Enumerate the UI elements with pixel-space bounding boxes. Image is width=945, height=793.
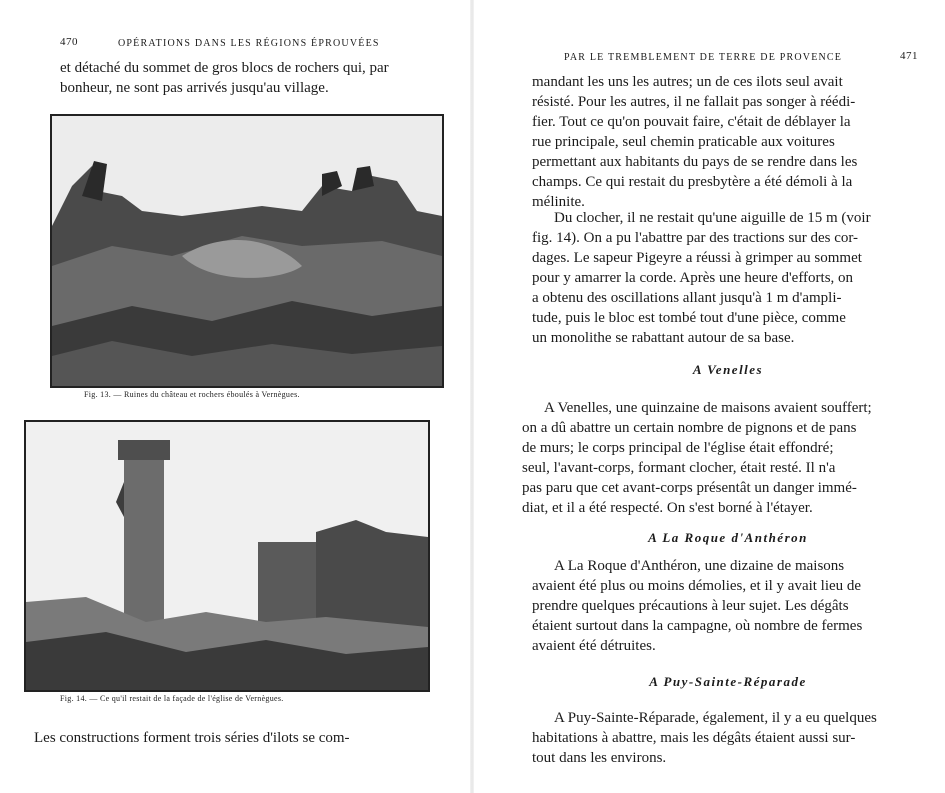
paragraph-5 [532, 708, 924, 768]
paragraph-3 [522, 398, 924, 518]
text-line: pas paru que cet avant-corps présentât un danger immé- [522, 480, 857, 496]
text-line: avaient été détruites. [532, 638, 656, 654]
page-number-right: 471 [900, 50, 918, 62]
text-line: Les constructions forment trois séries d'ilots se com- [34, 730, 350, 746]
text-line: champs. Ce qui restait du presbytère a été démoli à la [532, 174, 853, 190]
page-number-left: 470 [60, 36, 78, 48]
text-line: habitations à abattre, mais les dégâts étaient aussi sur- [532, 730, 856, 746]
intro-text [60, 58, 452, 98]
text-line: dages. Le sapeur Pigeyre a réussi à grimper au sommet [532, 250, 862, 266]
paragraph-2 [532, 208, 924, 348]
text-line: pour y amarrer la corde. Après une heure d'efforts, on [532, 270, 854, 286]
figure-13-photo [50, 114, 444, 388]
text-line: un monolithe se rabattant autour de sa base. [532, 330, 795, 346]
text-line: diat, et il a été respecté. On s'est borné à l'étayer. [522, 500, 813, 516]
running-header-left: OPÉRATIONS DANS LES RÉGIONS ÉPROUVÉES [118, 38, 380, 49]
text-line: mandant les uns les autres; un de ces ilots seul avait [532, 74, 843, 90]
text-line: étaient surtout dans la campagne, où nombre de fermes [532, 618, 863, 634]
ruins-illustration [52, 116, 442, 386]
section-heading-puy-sainte-reparade: A Puy-Sainte-Réparade [649, 674, 807, 689]
left-page [0, 0, 472, 793]
figure-14-caption: Fig. 14. — Ce qu'il restait de la façade de l'église de Vernègues. [60, 694, 284, 703]
text-line: Du clocher, il ne restait qu'une aiguille de 15 m (voir [554, 210, 871, 226]
text-line: résisté. Pour les autres, il ne fallait pas songer à réédi- [532, 94, 856, 110]
text-line: rue principale, seul chemin praticable aux voitures [532, 134, 835, 150]
running-header-right: PAR LE TREMBLEMENT DE TERRE DE PROVENCE [564, 52, 843, 63]
text-line: fier. Tout ce qu'on pouvait faire, c'était de déblayer la [532, 114, 851, 130]
text-line: avaient été plus ou moins démolies, et il y avait lieu de [532, 578, 862, 594]
text-line: A La Roque d'Anthéron, une dizaine de maisons [554, 558, 845, 574]
bottom-text [34, 728, 434, 748]
church-facade-illustration [26, 422, 428, 690]
text-line: a obtenu des oscillations allant jusqu'à 1 m d'ampli- [532, 290, 842, 306]
figure-14-photo [24, 420, 430, 692]
text-line: bonheur, ne sont pas arrivés jusqu'au village. [60, 80, 329, 96]
section-heading-venelles: A Venelles [692, 362, 764, 377]
text-line: on a dû abattre un certain nombre de pignons et de pans [522, 420, 857, 436]
paragraph-4 [532, 556, 924, 656]
text-line: et détaché du sommet de gros blocs de rochers qui, par [60, 60, 389, 76]
text-line: prendre quelques précautions à leur sujet. Les dégâts [532, 598, 849, 614]
paragraph-1 [532, 72, 924, 212]
section-heading-la-roque: A La Roque d'Anthéron [648, 530, 808, 545]
text-line: mélinite. [532, 194, 585, 210]
text-line: tude, puis le bloc est tombé tout d'une pièce, comme [532, 310, 846, 326]
text-line: fig. 14). On a pu l'abattre par des tractions sur des cor- [532, 230, 859, 246]
right-page [472, 0, 945, 793]
text-line: de murs; le corps principal de l'église était effondré; [522, 440, 834, 456]
text-line: A Venelles, une quinzaine de maisons avaient souffert; [544, 400, 872, 416]
text-line: permettant aux habitants du pays de se rendre dans les [532, 154, 858, 170]
figure-13-caption: Fig. 13. — Ruines du château et rochers éboulés à Vernègues. [84, 390, 300, 399]
text-line: seul, l'avant-corps, formant clocher, était resté. Il n'a [522, 460, 836, 476]
text-line: tout dans les environs. [532, 750, 667, 766]
text-line: A Puy-Sainte-Réparade, également, il y a eu quelques [554, 710, 877, 726]
